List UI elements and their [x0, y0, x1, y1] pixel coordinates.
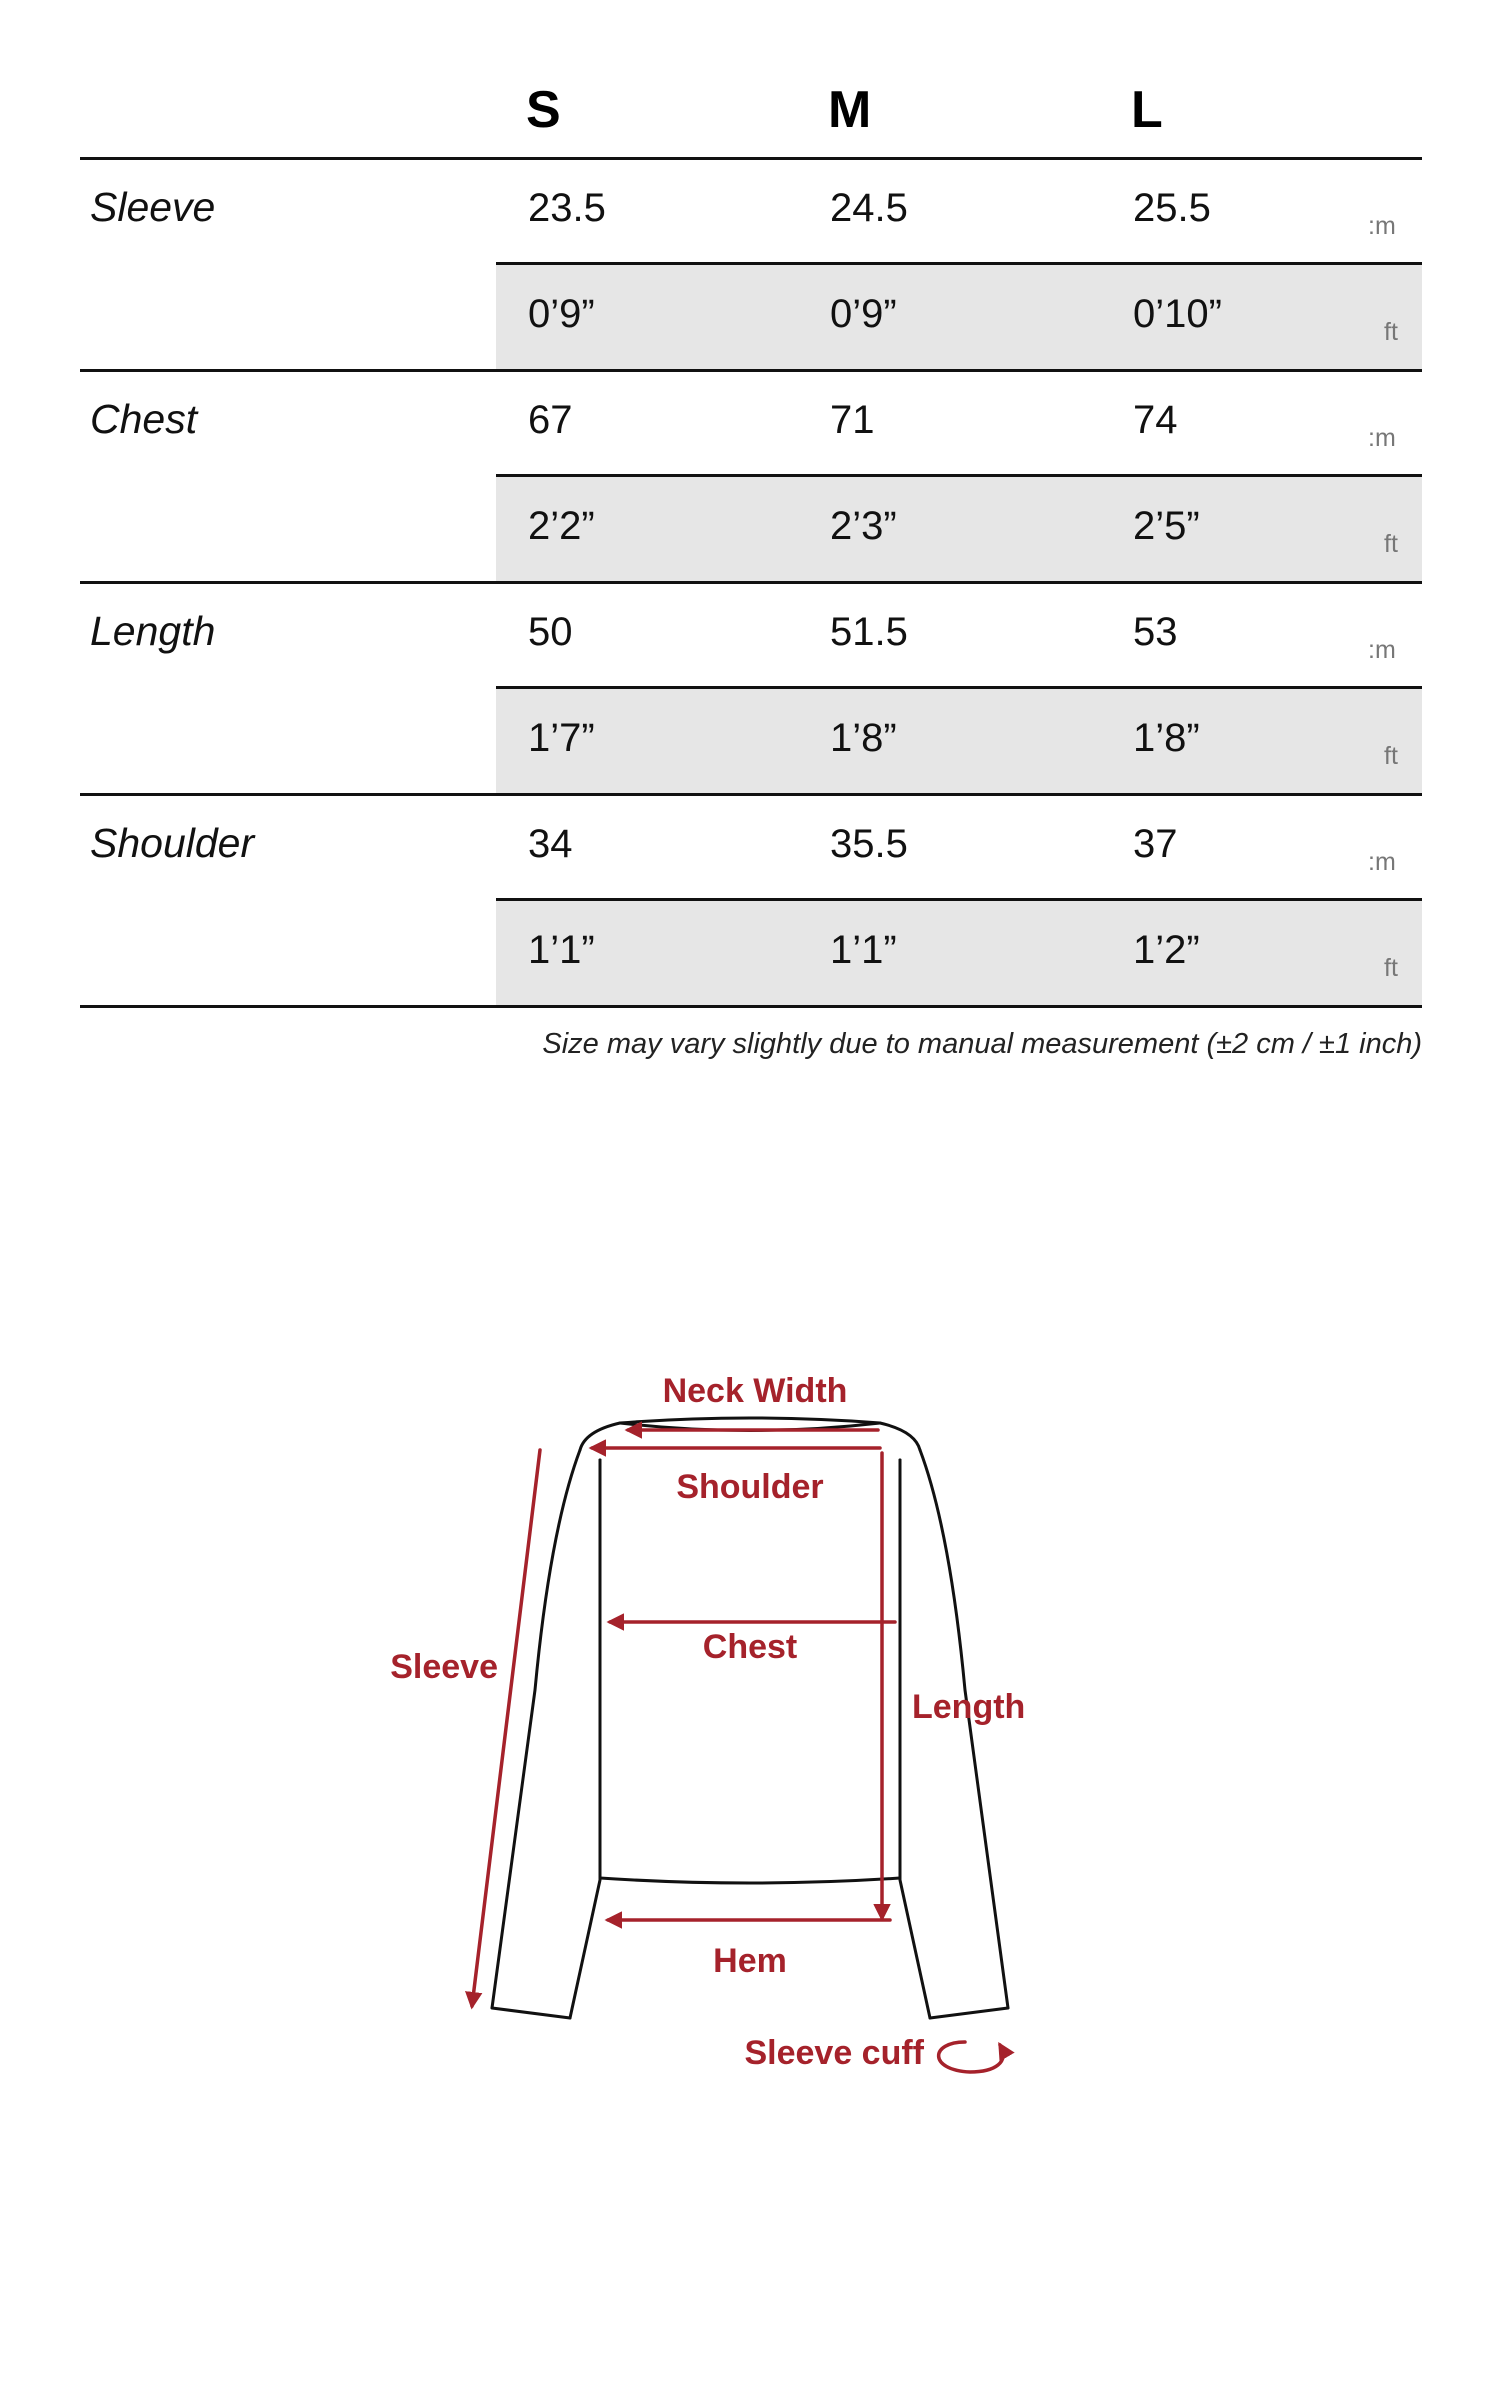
- row-label-shoulder: Shoulder: [90, 820, 255, 866]
- row-label-length: Length: [90, 608, 216, 654]
- left-sleeve-inner: [570, 1460, 600, 2018]
- row-divider: [496, 262, 1422, 265]
- shoulder-cm-m: 35.5: [830, 822, 908, 866]
- length-cm-s: 50: [528, 610, 573, 654]
- length-ft-s: 1’7”: [528, 716, 595, 760]
- shoulder-ft-m: 1’1”: [830, 928, 897, 972]
- row-divider: [80, 793, 1422, 796]
- label-hem: Hem: [713, 1942, 787, 1980]
- shoulder-ft-s: 1’1”: [528, 928, 595, 972]
- right-sleeve-inner: [900, 1460, 930, 2018]
- unit-cm: :m: [1368, 212, 1396, 240]
- sleeve-cuff-arrow: [939, 2042, 1004, 2072]
- sleeve-cm-l: 25.5: [1133, 186, 1211, 230]
- row-label-sleeve: Sleeve: [90, 184, 216, 230]
- label-neck-width: Neck Width: [662, 1372, 848, 1410]
- row-divider: [496, 898, 1422, 901]
- length-ft-m: 1’8”: [830, 716, 897, 760]
- chest-ft-m: 2’3”: [830, 504, 897, 548]
- unit-cm: :m: [1368, 636, 1396, 664]
- sleeve-ft-l: 0’10”: [1133, 292, 1222, 336]
- sleeve-ft-m: 0’9”: [830, 292, 897, 336]
- row-label-chest: Chest: [90, 396, 198, 442]
- row-shade-shoulder-ft: [496, 901, 1422, 1005]
- table-top-rule: [80, 157, 1422, 160]
- row-divider: [80, 581, 1422, 584]
- shoulder-cm-l: 37: [1133, 822, 1178, 866]
- sleeve-cm-s: 23.5: [528, 186, 606, 230]
- sleeve-ft-s: 0’9”: [528, 292, 595, 336]
- size-header-m: M: [828, 81, 872, 139]
- table-bottom-rule: [80, 1005, 1422, 1008]
- unit-ft: ft: [1384, 318, 1398, 346]
- row-divider: [496, 686, 1422, 689]
- label-shoulder: Shoulder: [676, 1468, 824, 1506]
- right-cuff: [930, 2008, 1008, 2018]
- unit-ft: ft: [1384, 954, 1398, 982]
- row-divider: [496, 474, 1422, 477]
- row-shade-sleeve-ft: [496, 265, 1422, 369]
- hem-line: [600, 1878, 900, 1883]
- unit-cm: :m: [1368, 424, 1396, 452]
- unit-ft: ft: [1384, 530, 1398, 558]
- right-sleeve-outer: [920, 1450, 1008, 2008]
- size-header-s: S: [526, 81, 561, 139]
- neckline: [620, 1418, 880, 1423]
- chest-cm-l: 74: [1133, 398, 1178, 442]
- chest-cm-s: 67: [528, 398, 573, 442]
- length-cm-l: 53: [1133, 610, 1178, 654]
- left-cuff: [492, 2008, 570, 2018]
- label-chest: Chest: [702, 1628, 798, 1666]
- sleeve-cm-m: 24.5: [830, 186, 908, 230]
- shoulder-cm-s: 34: [528, 822, 573, 866]
- garment-diagram: [0, 1300, 1500, 2100]
- left-shoulder: [580, 1423, 620, 1450]
- row-divider: [80, 369, 1422, 372]
- label-sleeve: Sleeve: [390, 1648, 498, 1686]
- row-shade-length-ft: [496, 689, 1422, 793]
- length-cm-m: 51.5: [830, 610, 908, 654]
- row-shade-chest-ft: [496, 477, 1422, 581]
- label-length: Length: [912, 1688, 1026, 1726]
- length-ft-l: 1’8”: [1133, 716, 1200, 760]
- shoulder-ft-l: 1’2”: [1133, 928, 1200, 972]
- label-sleeve-cuff: Sleeve cuff: [744, 2034, 924, 2072]
- right-shoulder: [880, 1423, 920, 1450]
- unit-ft: ft: [1384, 742, 1398, 770]
- size-header-l: L: [1131, 81, 1163, 139]
- chest-cm-m: 71: [830, 398, 875, 442]
- unit-cm: :m: [1368, 848, 1396, 876]
- chest-ft-s: 2’2”: [528, 504, 595, 548]
- measurement-note: Size may vary slightly due to manual measurement (±2 cm / ±1 inch): [542, 1028, 1422, 1060]
- chest-ft-l: 2’5”: [1133, 504, 1200, 548]
